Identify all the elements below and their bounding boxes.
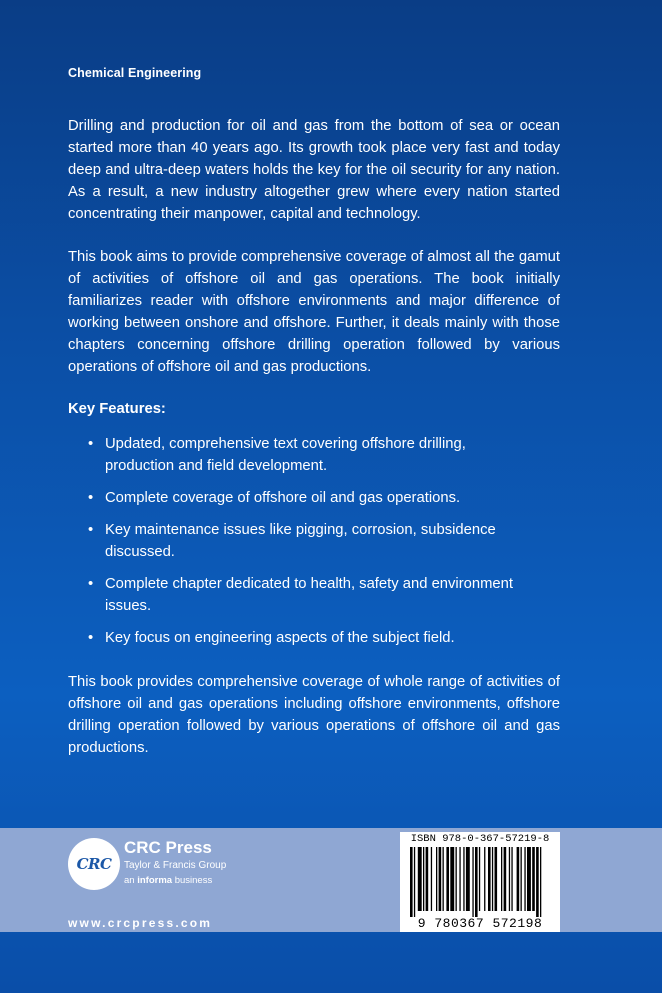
informa-prefix: an <box>124 875 138 886</box>
summary-paragraph: This book provides comprehensive coverage of whole range of activities of offshore oil and gas operations including offshore environments, offshore drilling operation followed by various operations of offshore oil and gas productions. <box>68 674 560 756</box>
feature-item: • Complete chapter dedicated to health, safety and environment issues. <box>68 573 538 617</box>
key-features-list <box>68 433 538 659</box>
barcode-bar <box>418 847 422 911</box>
publisher-informa-line <box>124 875 212 886</box>
barcode-bar <box>463 847 464 911</box>
barcode-bar <box>472 847 473 917</box>
barcode-bar <box>443 847 444 911</box>
barcode-bar <box>527 847 531 911</box>
barcode-bar <box>511 847 512 911</box>
feature-item: • Complete coverage of offshore oil and gas operations. <box>68 487 538 509</box>
isbn-label: ISBN 978-0-367-57219-8 <box>410 833 550 845</box>
feature-item: • Updated, comprehensive text covering offshore drilling, production and field development. <box>68 433 538 477</box>
key-features-heading: Key Features: <box>68 401 166 417</box>
barcode-bar <box>521 847 522 911</box>
barcode-bar <box>540 847 541 917</box>
barcode-bar <box>484 847 485 911</box>
barcode-bar <box>450 847 454 911</box>
barcode-bar <box>446 847 449 911</box>
barcode-bar <box>517 847 520 911</box>
barcode-bar <box>475 847 478 917</box>
ean-number: 9 780367 572198 <box>417 916 543 931</box>
barcode-bar <box>495 847 498 911</box>
aims-paragraph: This book aims to provide comprehensive coverage of almost all the gamut of activities of offshore oil and gas operations. The book initially familiarizes reader with offshore environments and major difference of working between onshore and offshore. Further, it deals mainly with those chapters concerning offshore drilling operation followed by various operations of offshore oil and gas productions. <box>68 249 560 375</box>
barcode-bars <box>410 847 552 917</box>
barcode-bar <box>509 847 510 911</box>
publisher-url[interactable]: www.crcpress.com <box>68 916 213 930</box>
barcode-bar <box>423 847 424 911</box>
informa-brand: informa <box>137 875 173 886</box>
category-label: Chemical Engineering <box>68 66 202 80</box>
barcode-bar <box>492 847 493 911</box>
publisher-group: Taylor & Francis Group <box>124 860 227 871</box>
barcode-bar <box>414 847 415 917</box>
barcode-bar <box>456 847 457 911</box>
barcode-bar <box>426 847 429 911</box>
barcode-bar <box>436 847 437 911</box>
barcode-bar <box>532 847 535 911</box>
isbn-barcode <box>400 832 560 932</box>
informa-suffix: business <box>172 875 213 886</box>
barcode-bar <box>504 847 507 911</box>
feature-item: • Key focus on engineering aspects of the subject field. <box>68 627 538 649</box>
feature-item: • Key maintenance issues like pigging, corrosion, subsidence discussed. <box>68 519 538 563</box>
crc-logo <box>68 838 120 890</box>
barcode-bar <box>488 847 491 911</box>
barcode-bar <box>501 847 502 911</box>
barcode-bar <box>466 847 470 911</box>
barcode-bar <box>479 847 480 911</box>
publisher-name: CRC Press <box>124 838 212 857</box>
barcode-bar <box>439 847 442 911</box>
crc-logo-text: CRC <box>76 855 112 873</box>
barcode-bar <box>459 847 460 911</box>
barcode-bar <box>410 847 413 917</box>
intro-paragraph: Drilling and production for oil and gas from the bottom of sea or ocean started more than 40 years ago. Its growth took place very fast and today deep and ultra-deep waters holds the key for the oil security for any nation. As a result, a new industry altogether grew where every nation started concentrating their manpower, capital and technology. <box>68 118 560 222</box>
barcode-bar <box>524 847 525 911</box>
barcode-bar <box>536 847 539 917</box>
barcode-bar <box>431 847 432 911</box>
